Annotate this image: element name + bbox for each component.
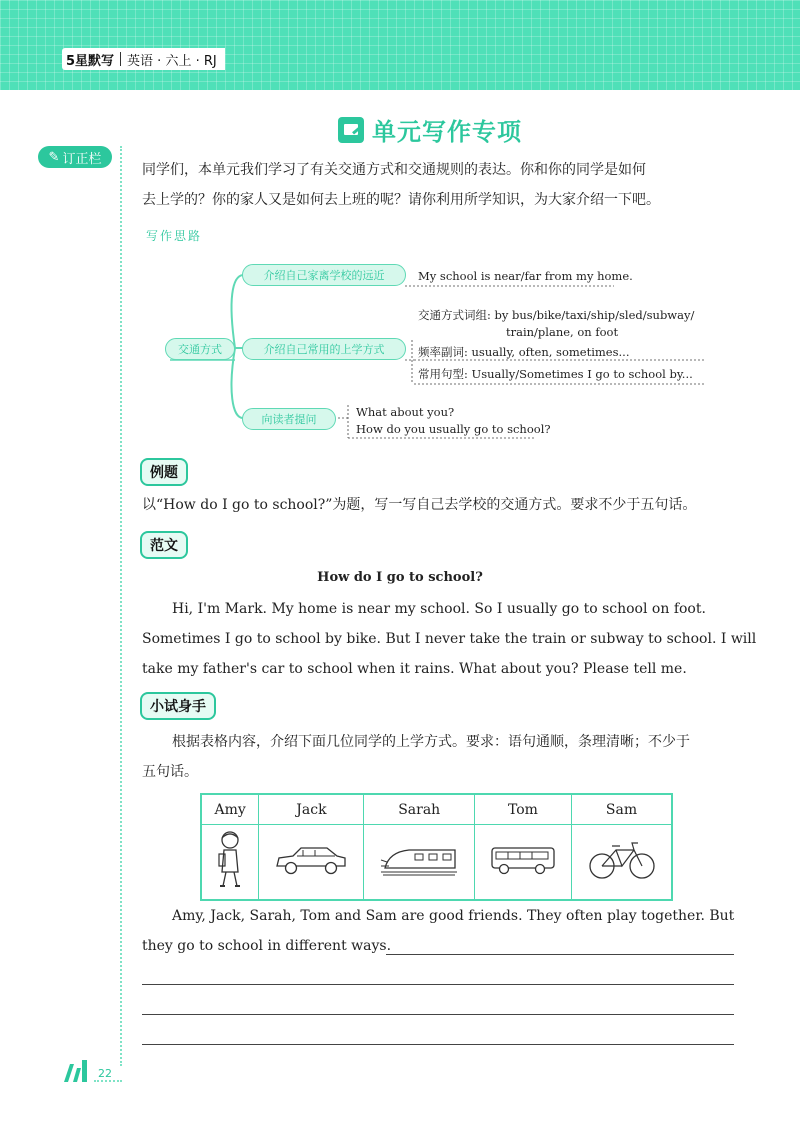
model-line-3: take my father's car to school when it rains. What about you? Please tell me. [142,661,687,677]
writing-line[interactable] [142,984,734,985]
car-icon [273,842,349,878]
model-tag: 范文 [140,531,188,559]
mindmap-text: train/plane, on foot [506,325,619,339]
correction-label: 订正栏 [62,151,102,167]
writing-line[interactable] [142,1014,734,1015]
writing-line[interactable] [386,954,734,955]
mindmap-label: 写作思路 [146,229,203,243]
mindmap-text: What about you? [356,405,455,419]
mindmap-text: My school is near/far from my home. [418,269,633,283]
mindmap-connectors [0,0,800,460]
page-number: 22 [98,1067,112,1080]
walking-girl-icon [210,828,250,892]
practice-start-line-2: they go to school in different ways. [142,938,392,954]
writing-line[interactable] [142,1044,734,1045]
practice-line-1: 根据表格内容，介绍下面几位同学的上学方式。要求：语句通顺，条理清晰；不少于 [172,734,690,750]
mindmap-branch-distance: 介绍自己家离学校的远近 [242,264,406,286]
example-prompt: 以“How do I go to school?”为题，写一写自己去学校的交通方式。要求不少于五句话。 [142,497,697,513]
footer-divider [94,1080,122,1082]
transport-table [200,793,673,901]
page-title: 单元写作专项 [372,118,522,146]
mindmap-branch-method: 介绍自己常用的上学方式 [242,338,406,360]
brand-name: 5星默写 [66,53,115,69]
table-header-row [201,794,672,825]
example-tag: 例题 [140,458,188,486]
pencil-icon: ✎ [48,149,60,165]
table-header-cell: Sam [572,794,672,825]
practice-line-2: 五句话。 [142,764,198,780]
footer [62,1060,112,1082]
table-cell [572,825,672,901]
table-cell [474,825,571,901]
intro-line-1: 同学们，本单元我们学习了有关交通方式和交通规则的表达。你和你的同学是如何 [142,162,646,178]
mindmap-text: 交通方式词组: by bus/bike/taxi/ship/sled/subway/ [418,308,695,322]
brand-subject: 英语 · 六上 · RJ [127,53,217,69]
mindmap-text: How do you usually go to school? [356,422,551,436]
bus-icon [488,842,558,878]
model-line-2: Sometimes I go to school by bike. But I never take the train or subway to school. I will [142,631,757,647]
bike-icon [586,838,658,882]
table-header-cell: Jack [259,794,364,825]
table-header-cell: Amy [201,794,259,825]
train-icon [379,842,459,878]
model-essay-title: How do I go to school? [317,570,483,585]
practice-tag: 小试身手 [140,692,216,720]
mindmap-text: 频率副词: usually, often, sometimes... [418,345,630,359]
mindmap-branch-question: 向读者提问 [242,408,336,430]
mindmap-root: 交通方式 [165,338,235,360]
mindmap-text: 常用句型: Usually/Sometimes I go to school by... [418,367,693,381]
table-header-cell: Sarah [364,794,474,825]
table-header-cell: Tom [474,794,571,825]
table-row [201,825,672,901]
model-line-1: Hi, I'm Mark. My home is near my school. So I usually go to school on foot. [172,601,706,617]
table-cell [201,825,259,901]
practice-start-line-1: Amy, Jack, Sarah, Tom and Sam are good friends. They often play together. But [172,908,735,924]
intro-line-2: 去上学的？你的家人又是如何去上班的呢？请你利用所学知识，为大家介绍一下吧。 [142,192,660,208]
table-cell [259,825,364,901]
table-cell [364,825,474,901]
bars-logo-icon [62,1060,92,1082]
